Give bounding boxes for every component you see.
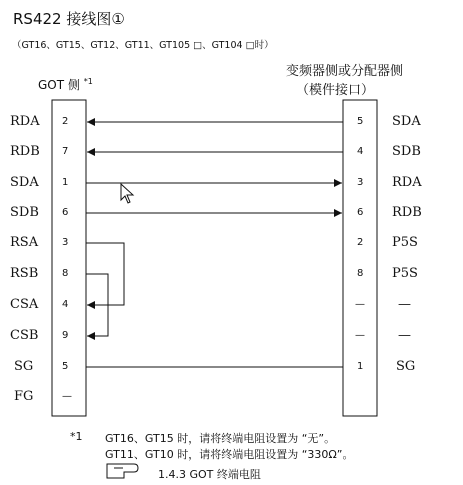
footnote-line-1: GT16、GT15 时，请将终端电阻设置为 “无”。 — [105, 432, 336, 445]
left-pin: 9 — [62, 330, 69, 341]
right-signal-none: — — [398, 297, 411, 312]
right-side-subheader: （模件接口） — [296, 83, 375, 98]
right-pin: — — [355, 330, 365, 341]
reference-link[interactable]: 1.4.3 GOT 终端电阻 — [158, 468, 261, 481]
right-signal-sg: SG — [396, 359, 416, 374]
left-pin: 8 — [62, 268, 69, 279]
right-signal-p5s: P5S — [392, 235, 418, 250]
left-signal-sdb: SDB — [10, 205, 39, 220]
right-signal-p5s-2: P5S — [392, 266, 418, 281]
left-pin: 1 — [62, 177, 69, 188]
left-signal-rsa: RSA — [10, 235, 39, 250]
left-signal-sg: SG — [14, 359, 34, 374]
left-signal-fg: FG — [14, 389, 34, 404]
right-pin: 4 — [357, 146, 364, 157]
left-signal-rsb: RSB — [10, 266, 39, 281]
right-pin: — — [355, 299, 365, 310]
left-pin: 3 — [62, 237, 69, 248]
pointing-hand-icon — [107, 464, 138, 478]
left-pin: — — [62, 391, 72, 402]
right-pin: 5 — [357, 116, 364, 127]
left-signal-rda: RDA — [10, 114, 40, 129]
left-pin: 5 — [62, 361, 69, 372]
diagram-title: RS422 接线图① — [13, 10, 125, 28]
right-signal-sdb: SDB — [392, 144, 421, 159]
right-pin: 2 — [357, 237, 364, 248]
left-pin: 2 — [62, 116, 69, 127]
left-pin: 4 — [62, 299, 69, 310]
applicable-models: （GT16、GT15、GT12、GT11、GT105 □、GT104 □时） — [12, 40, 274, 51]
right-pin: 8 — [357, 268, 364, 279]
right-signal-sda: SDA — [392, 114, 421, 129]
footnote-mark: *1 — [83, 77, 93, 86]
right-signal-none-2: — — [398, 328, 411, 343]
right-signal-rdb: RDB — [392, 205, 422, 220]
right-pin: 1 — [357, 361, 364, 372]
footnote-mark: *1 — [70, 430, 83, 443]
left-pin: 6 — [62, 207, 69, 218]
right-side-header: 变频器侧或分配器侧 — [286, 64, 404, 79]
left-signal-rdb: RDB — [10, 144, 40, 159]
left-signal-sda: SDA — [10, 175, 39, 190]
mouse-cursor-icon — [121, 184, 133, 203]
got-connector-box — [52, 100, 86, 416]
left-signal-csa: CSA — [10, 297, 39, 312]
right-pin: 3 — [357, 177, 364, 188]
footnote-line-2: GT11、GT10 时，请将终端电阻设置为 “330Ω”。 — [105, 448, 354, 461]
got-side-label: GOT 侧 — [38, 78, 80, 92]
left-pin: 7 — [62, 146, 69, 157]
left-signal-csb: CSB — [10, 328, 39, 343]
right-pin: 6 — [357, 207, 364, 218]
right-signal-rda: RDA — [392, 175, 422, 190]
